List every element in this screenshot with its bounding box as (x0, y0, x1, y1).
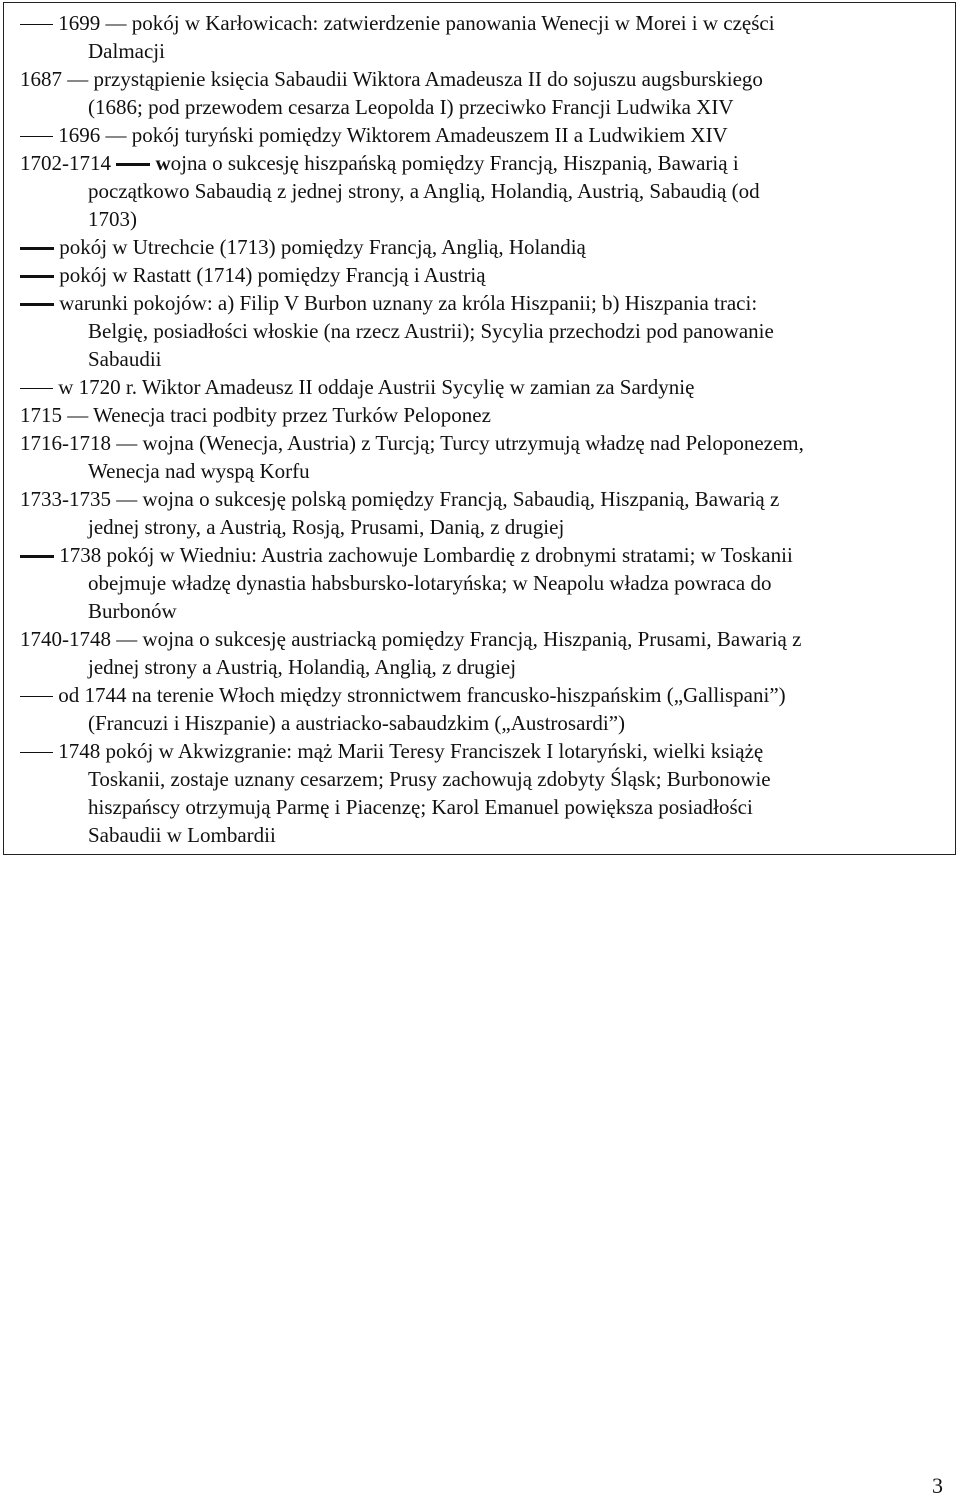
line-text: 1733-1735 — wojna o sukcesję polską pomiędzy Francją, Sabaudią, Hiszpanią, Bawarią z (20, 487, 780, 511)
text-line (88, 765, 771, 793)
line-text: Burbonów (88, 599, 177, 623)
line-text: 1715 — Wenecja traci podbity przez Turków Peloponez (20, 403, 491, 427)
text-line (88, 709, 625, 737)
text-line (20, 233, 586, 261)
text-line (88, 653, 516, 681)
line-text: Belgię, posiadłości włoskie (na rzecz Austrii); Sycylia przechodzi pod panowanie (88, 319, 774, 343)
line-text: hiszpańscy otrzymują Parmę i Piacenzę; Karol Emanuel powiększa posiadłości (88, 795, 753, 819)
line-text: pokój w Utrechcie (1713) pomiędzy Francją, Anglią, Holandią (59, 235, 586, 259)
dash-mark (20, 275, 54, 278)
line-text: (1686; pod przewodem cesarza Leopolda I) przeciwko Francji Ludwika XIV (88, 95, 734, 119)
line-text: 1748 pokój w Akwizgranie: mąż Marii Teresy Franciszek I lotaryński, wielki książę (58, 739, 764, 763)
line-text: 1716-1718 — wojna (Wenecja, Austria) z Turcją; Turcy utrzymują władzę nad Peloponezem, (20, 431, 804, 455)
dash-mark (20, 303, 54, 306)
text-line (88, 177, 760, 205)
text-line (20, 121, 728, 149)
text-line (20, 625, 801, 653)
line-text: Wenecja nad wyspą Korfu (88, 459, 310, 483)
line-text: Dalmacji (88, 39, 165, 63)
text-line (20, 485, 779, 513)
text-line (88, 317, 774, 345)
text-line (20, 401, 491, 429)
text-line (88, 597, 177, 625)
text-line (20, 261, 486, 289)
text-line (20, 373, 694, 401)
line-text: 1740-1748 — wojna o sukcesję austriacką pomiędzy Francją, Hiszpanią, Prusami, Bawarią z (20, 627, 802, 651)
dash-mark (20, 752, 53, 753)
text-line (20, 429, 804, 457)
dash-mark (20, 24, 53, 25)
line-text: pokój w Rastatt (1714) pomiędzy Francją i Austrią (59, 263, 486, 287)
text-line (88, 205, 137, 233)
text-line (20, 149, 739, 177)
text-line (88, 821, 276, 849)
dash-mark (20, 247, 54, 250)
line-text: 1699 — pokój w Karłowicach: zatwierdzenie panowania Wenecji w Morei i w części (58, 11, 775, 35)
line-bold-letter: w (155, 151, 171, 175)
dash-mark (20, 555, 54, 558)
text-line (20, 541, 793, 569)
line-text: jednej strony a Austrią, Holandią, Anglią, z drugiej (88, 655, 517, 679)
line-text: Sabaudii w Lombardii (88, 823, 276, 847)
line-text: Toskanii, zostaje uznany cesarzem; Prusy zachowują zdobyty Śląsk; Burbonowie (88, 767, 771, 791)
text-line (88, 513, 564, 541)
text-line (88, 93, 734, 121)
page-number: 3 (932, 1473, 943, 1498)
text-line (20, 737, 763, 765)
line-text: ojna o sukcesję hiszpańską pomiędzy Francją, Hiszpanią, Bawarią i (170, 151, 739, 175)
line-text: 1738 pokój w Wiedniu: Austria zachowuje Lombardię z drobnymi stratami; w Toskanii (59, 543, 793, 567)
dash-mark (20, 136, 53, 137)
dash-mark (20, 696, 53, 697)
dash-mark (20, 388, 53, 389)
text-line (20, 289, 757, 317)
text-line (88, 37, 165, 65)
line-text: w 1720 r. Wiktor Amadeusz II oddaje Austrii Sycylię w zamian za Sardynię (58, 375, 695, 399)
text-line (88, 569, 771, 597)
text-line (88, 345, 162, 373)
text-line (88, 793, 753, 821)
text-line (20, 9, 775, 37)
text-line (20, 681, 786, 709)
line-text: początkowo Sabaudią z jednej strony, a Anglią, Holandią, Austrią, Sabaudią (od (88, 179, 760, 203)
line-text: Sabaudii (88, 347, 162, 371)
line-text: warunki pokojów: a) Filip V Burbon uznany za króla Hiszpanii; b) Hiszpania traci: (59, 291, 758, 315)
line-text: (Francuzi i Hiszpanie) a austriacko-sabaudzkim („Austrosardi”) (88, 711, 626, 735)
line-text: obejmuje władzę dynastia habsbursko-lotaryńska; w Neapolu władza powraca do (88, 571, 772, 595)
line-text: 1687 — przystąpienie księcia Sabaudii Wiktora Amadeusza II do sojuszu augsburskiego (20, 67, 763, 91)
line-text: od 1744 na terenie Włoch między stronnictwem francusko-hiszpańskim („Gallispani”) (58, 683, 786, 707)
text-line (88, 457, 310, 485)
dash-mark (116, 163, 150, 166)
line-date: 1702-1714 (20, 151, 111, 175)
line-text: jednej strony, a Austrią, Rosją, Prusami, Danią, z drugiej (88, 515, 565, 539)
text-line (20, 65, 763, 93)
line-text: 1696 — pokój turyński pomiędzy Wiktorem Amadeuszem II a Ludwikiem XIV (58, 123, 728, 147)
line-text: 1703) (88, 207, 137, 231)
